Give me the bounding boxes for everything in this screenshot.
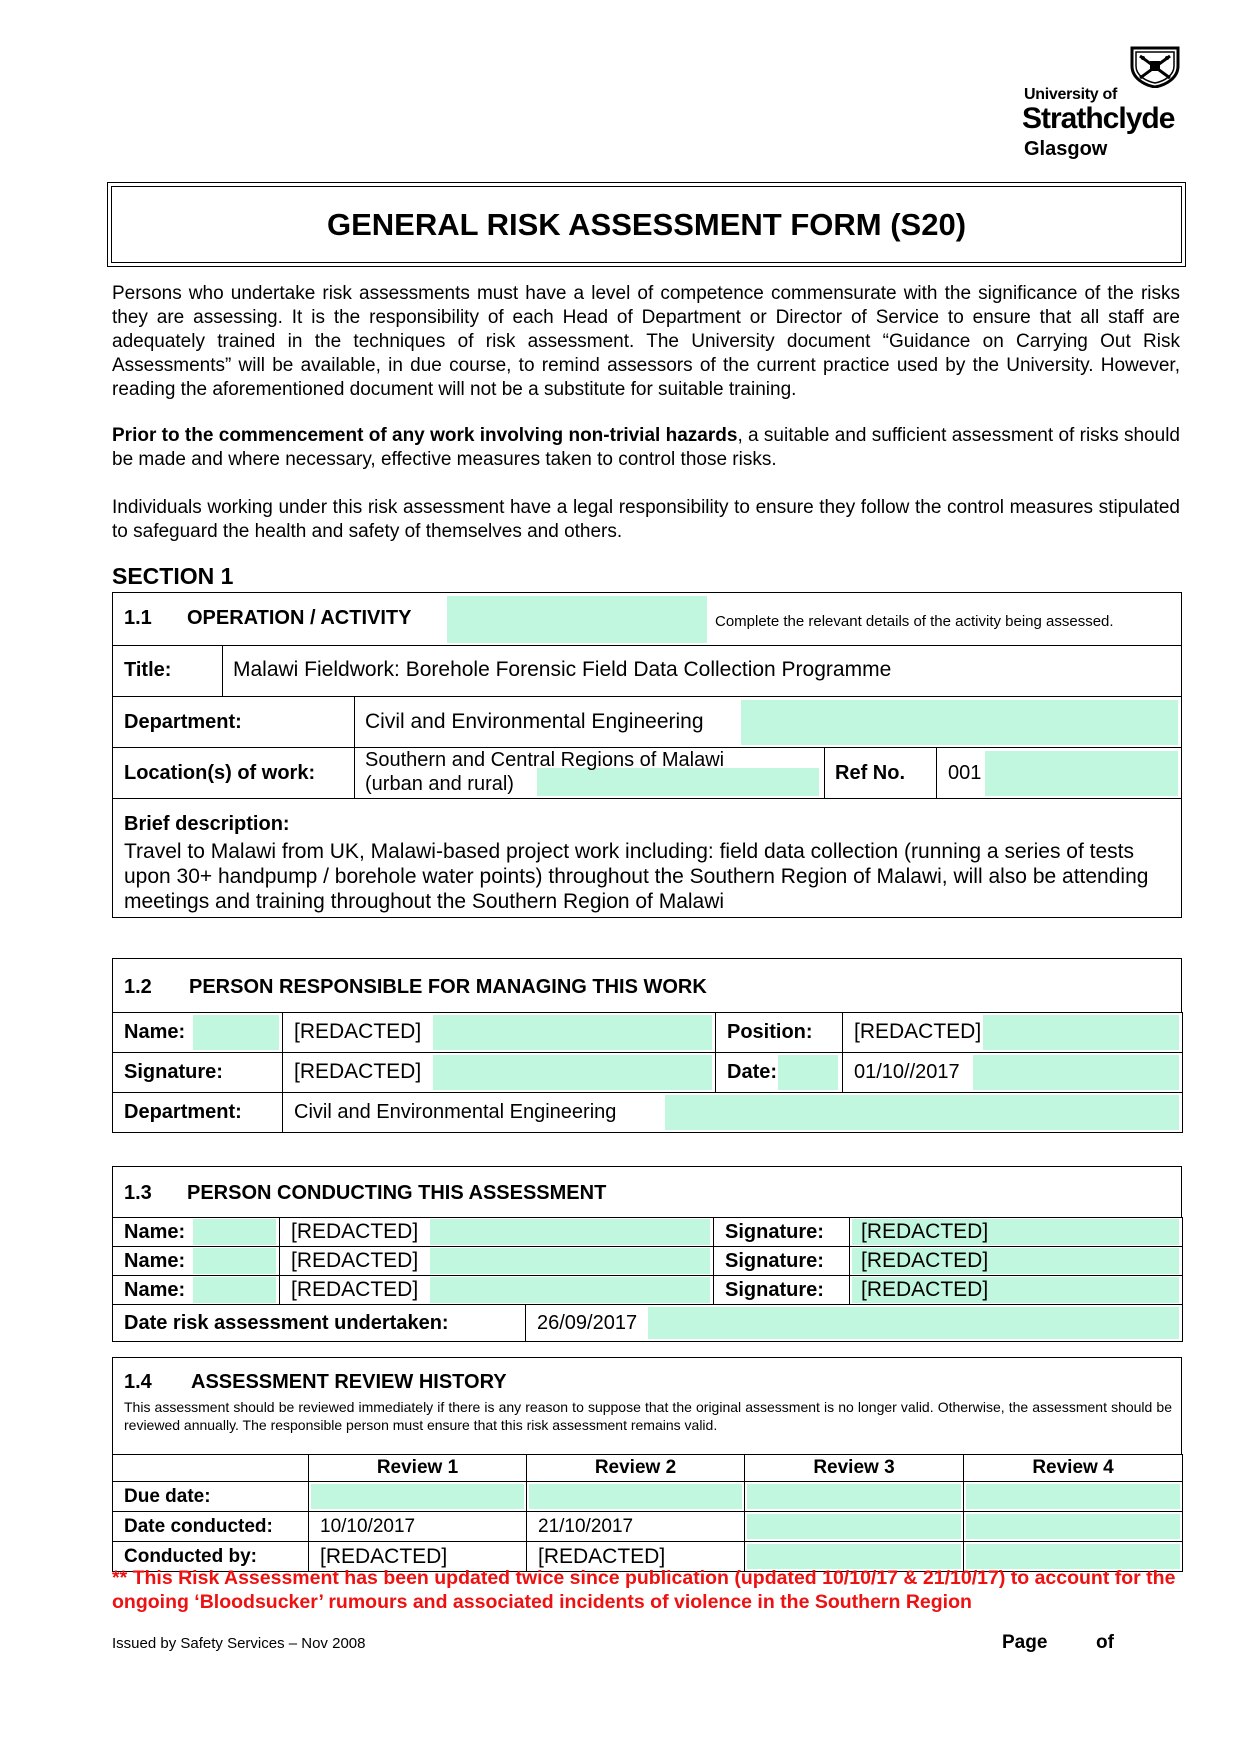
manager-date-label-cell: [716, 1053, 843, 1093]
assessor-name-cell-2[interactable]: [280, 1247, 714, 1276]
section-1-1-header: [112, 592, 1182, 646]
assessor-name-highlight-3: [430, 1277, 710, 1303]
issued-by-footer: Issued by Safety Services – Nov 2008: [112, 1635, 366, 1652]
conducted-by-review-1[interactable]: [REDACTED]: [309, 1542, 527, 1572]
section-1-3-header: [112, 1166, 1182, 1218]
assessor-name-value-1[interactable]: [REDACTED]: [291, 1220, 419, 1243]
section-1-2-table: [112, 1012, 1183, 1133]
assessor-signature-label-2: Signature:: [725, 1250, 824, 1272]
section-1-4-note: This assessment should be reviewed immediately if there is any reason to suppose that the original assessment is no longer valid. Otherwise, the assessment should be reviewed annually. The responsible person must ensure that this risk assessment remains valid.: [124, 1399, 1172, 1433]
date-conducted-review-3[interactable]: [745, 1512, 964, 1542]
manager-department-highlight: [665, 1095, 1179, 1130]
assessor-name-label-3: Name:: [124, 1279, 186, 1301]
review-column-3: Review 3: [745, 1455, 964, 1482]
assessor-name-cell-1[interactable]: [280, 1218, 714, 1247]
manager-name-value[interactable]: [REDACTED]: [294, 1020, 422, 1043]
assessment-date-label: Date risk assessment undertaken:: [124, 1312, 449, 1334]
assessor-signature-value-2[interactable]: [REDACTED]: [861, 1249, 989, 1272]
due-date-label: Due date:: [113, 1482, 309, 1512]
department-divider: [354, 697, 355, 748]
section-1-1-heading: OPERATION / ACTIVITY: [187, 607, 412, 629]
manager-date-label: Date:: [727, 1061, 778, 1083]
form-title-box: [107, 182, 1186, 267]
location-highlight: [537, 768, 819, 796]
manager-signature-value[interactable]: [REDACTED]: [294, 1060, 422, 1083]
location-row: [112, 747, 1182, 799]
date-conducted-review-1[interactable]: 10/10/2017: [309, 1512, 527, 1542]
assessor-name-highlight-1: [430, 1219, 710, 1245]
manager-signature-label: Signature:: [124, 1061, 223, 1083]
assessor-signature-label-cell-3: [714, 1276, 850, 1305]
manager-name-label: Name:: [124, 1021, 186, 1043]
university-logo: [1012, 44, 1182, 164]
manager-department-value[interactable]: Civil and Environmental Engineering: [294, 1101, 617, 1123]
department-value[interactable]: Civil and Environmental Engineering: [365, 710, 704, 733]
manager-signature-cell[interactable]: [283, 1053, 716, 1093]
assessor-name-label-cell-2: [113, 1247, 280, 1276]
ref-label: Ref No.: [835, 762, 905, 784]
assessor-signature-cell-1[interactable]: [850, 1218, 1183, 1247]
section-1-2-header: [112, 958, 1182, 1013]
assessor-name-label-2: Name:: [124, 1250, 186, 1272]
review-column-2: Review 2: [527, 1455, 745, 1482]
page-label: Page: [1002, 1632, 1048, 1653]
review-column-1: Review 1: [309, 1455, 527, 1482]
title-divider: [222, 645, 223, 696]
manager-signature-highlight: [433, 1055, 712, 1090]
date-conducted-review-4[interactable]: [964, 1512, 1183, 1542]
assessor-signature-value-3[interactable]: [REDACTED]: [861, 1278, 989, 1301]
conducted-by-label: Conducted by:: [113, 1542, 309, 1572]
manager-name-label-cell: [113, 1013, 283, 1053]
assessor-signature-label-cell-1: [714, 1218, 850, 1247]
assessor-name-label-highlight-2: [193, 1248, 276, 1274]
department-row: [112, 696, 1182, 748]
section-1-3-heading: PERSON CONDUCTING THIS ASSESSMENT: [187, 1182, 607, 1204]
assessor-signature-label-cell-2: [714, 1247, 850, 1276]
section-1-2-number: 1.2: [124, 976, 152, 998]
assessor-signature-cell-2[interactable]: [850, 1247, 1183, 1276]
due-date-review-3-highlight: [747, 1484, 961, 1509]
logo-line-strathclyde: Strathclyde: [1022, 102, 1175, 135]
section-1-4-number: 1.4: [124, 1371, 152, 1393]
location-divider: [354, 748, 355, 799]
activity-highlight-field[interactable]: [447, 596, 707, 643]
manager-date-highlight: [973, 1055, 1179, 1090]
assessor-name-value-3[interactable]: [REDACTED]: [291, 1278, 419, 1301]
intro-paragraph-2-rest: , a suitable and sufficient assessment of risks should be made and where necessary, effective measures taken to control those risks.: [112, 425, 1180, 470]
logo-line-glasgow: Glasgow: [1024, 138, 1108, 160]
brief-description-value[interactable]: Travel to Malawi from UK, Malawi-based project work including: field data collection (running a series of tests upon 30+ handpump / borehole water points) throughout the Southern Region of Malawi, will also be attending meetings and training throughout the Southern Region of Malawi: [124, 840, 1149, 913]
manager-date-label-highlight: [778, 1055, 838, 1090]
assessor-name-label-highlight-3: [193, 1277, 276, 1303]
review-history-table: [112, 1454, 1183, 1572]
section-1-2-heading: PERSON RESPONSIBLE FOR MANAGING THIS WORK: [189, 976, 707, 998]
manager-position-label: Position:: [727, 1021, 813, 1043]
ref-divider-left: [824, 748, 825, 799]
of-label: of: [1096, 1632, 1114, 1653]
assessor-name-label-cell-1: [113, 1218, 280, 1247]
location-line-1[interactable]: Southern and Central Regions of Malawi: [365, 749, 725, 771]
section-1-heading: SECTION 1: [112, 563, 234, 589]
manager-name-cell[interactable]: [283, 1013, 716, 1053]
title-label: Title:: [124, 659, 172, 681]
assessor-signature-value-1[interactable]: [REDACTED]: [861, 1220, 989, 1243]
section-1-4-heading: ASSESSMENT REVIEW HISTORY: [191, 1371, 507, 1393]
intro-paragraph-1: Persons who undertake risk assessments must have a level of competence commensurate with the significance of the risks they are assessing. It is the responsibility of each Head of Department or Director of Service to ensure that all staff are adequately trained in the techniques of risk assessment. The University document “Guidance on Carrying Out Risk Assessments” will be available, in due course, to remind assessors of the current practice used by the University. However, reading the aforementioned document will not be a substitute for suitable training.: [112, 283, 1180, 400]
assessor-name-value-2[interactable]: [REDACTED]: [291, 1249, 419, 1272]
section-1-3-number: 1.3: [124, 1182, 152, 1204]
form-title: GENERAL RISK ASSESSMENT FORM (S20): [111, 186, 1182, 263]
manager-position-cell[interactable]: [843, 1013, 1183, 1053]
update-warning-note: ** This Risk Assessment has been updated twice since publication (updated 10/10/17 & 21/10/17) to account for the ongoing ‘Bloodsucker’ rumours and associated incidents of violence in the Southern Region: [112, 1567, 1176, 1613]
section-1-3-table: [112, 1217, 1183, 1305]
assessment-date-table: [112, 1304, 1183, 1342]
section-1-1-hint: Complete the relevant details of the activity being assessed.: [715, 613, 1114, 630]
ref-value[interactable]: 001: [948, 762, 982, 784]
assessment-date-cell[interactable]: [526, 1305, 1183, 1342]
due-date-review-2[interactable]: [527, 1482, 745, 1512]
manager-department-label-cell: [113, 1093, 283, 1133]
assessment-date-label-cell: [113, 1305, 526, 1342]
intro-paragraph-2: [112, 424, 1180, 472]
date-conducted-review-4-highlight: [966, 1514, 1180, 1539]
brief-description-box: [112, 798, 1182, 918]
date-conducted-review-2[interactable]: 21/10/2017: [527, 1512, 745, 1542]
manager-position-value[interactable]: [REDACTED]: [854, 1020, 982, 1043]
manager-date-cell[interactable]: [843, 1053, 1183, 1093]
section-1-4-header: [112, 1357, 1182, 1455]
review-column-4: Review 4: [964, 1455, 1183, 1482]
due-date-review-3[interactable]: [745, 1482, 964, 1512]
assessor-signature-label-3: Signature:: [725, 1279, 824, 1301]
ref-divider-right: [936, 748, 937, 799]
title-row: [112, 645, 1182, 697]
location-label: Location(s) of work:: [124, 762, 316, 784]
manager-signature-label-cell: [113, 1053, 283, 1093]
due-date-review-1[interactable]: [309, 1482, 527, 1512]
assessment-date-value[interactable]: 26/09/2017: [537, 1312, 638, 1334]
assessor-name-label-highlight-1: [193, 1219, 276, 1245]
due-date-review-4-highlight: [966, 1484, 1180, 1509]
department-highlight: [741, 700, 1178, 745]
assessment-date-highlight: [648, 1307, 1179, 1339]
crest-icon: [1128, 44, 1182, 88]
due-date-review-1-highlight: [311, 1484, 524, 1509]
title-value[interactable]: Malawi Fieldwork: Borehole Forensic Field Data Collection Programme: [233, 658, 892, 681]
assessor-name-highlight-2: [430, 1248, 710, 1274]
manager-name-highlight: [433, 1015, 712, 1050]
review-header-corner: [113, 1455, 309, 1482]
intro-paragraph-3: Individuals working under this risk assessment have a legal responsibility to ensure they follow the control measures stipulated to safeguard the health and safety of themselves and others.: [112, 497, 1180, 542]
assessor-signature-label-1: Signature:: [725, 1221, 824, 1243]
ref-highlight: [985, 751, 1178, 796]
manager-date-value[interactable]: 01/10//2017: [854, 1061, 960, 1083]
due-date-review-2-highlight: [529, 1484, 742, 1509]
brief-description-label: Brief description:: [124, 813, 290, 835]
intro-paragraph-2-bold: Prior to the commencement of any work involving non-trivial hazards: [112, 425, 738, 446]
date-conducted-review-3-highlight: [747, 1514, 961, 1539]
location-line-2[interactable]: (urban and rural): [365, 773, 514, 795]
manager-department-label: Department:: [124, 1101, 242, 1123]
assessor-name-label-cell-3: [113, 1276, 280, 1305]
logo-line-university: University of: [1024, 86, 1118, 103]
section-1-1-number: 1.1: [124, 607, 152, 629]
assessor-name-cell-3[interactable]: [280, 1276, 714, 1305]
assessor-signature-cell-3[interactable]: [850, 1276, 1183, 1305]
manager-name-label-highlight: [193, 1015, 279, 1050]
due-date-review-4[interactable]: [964, 1482, 1183, 1512]
manager-department-cell[interactable]: [283, 1093, 1183, 1133]
assessor-name-label-1: Name:: [124, 1221, 186, 1243]
manager-position-label-cell: [716, 1013, 843, 1053]
date-conducted-label: Date conducted:: [113, 1512, 309, 1542]
manager-position-highlight: [983, 1015, 1179, 1050]
department-label: Department:: [124, 711, 242, 733]
conducted-by-review-2[interactable]: [REDACTED]: [527, 1542, 745, 1572]
